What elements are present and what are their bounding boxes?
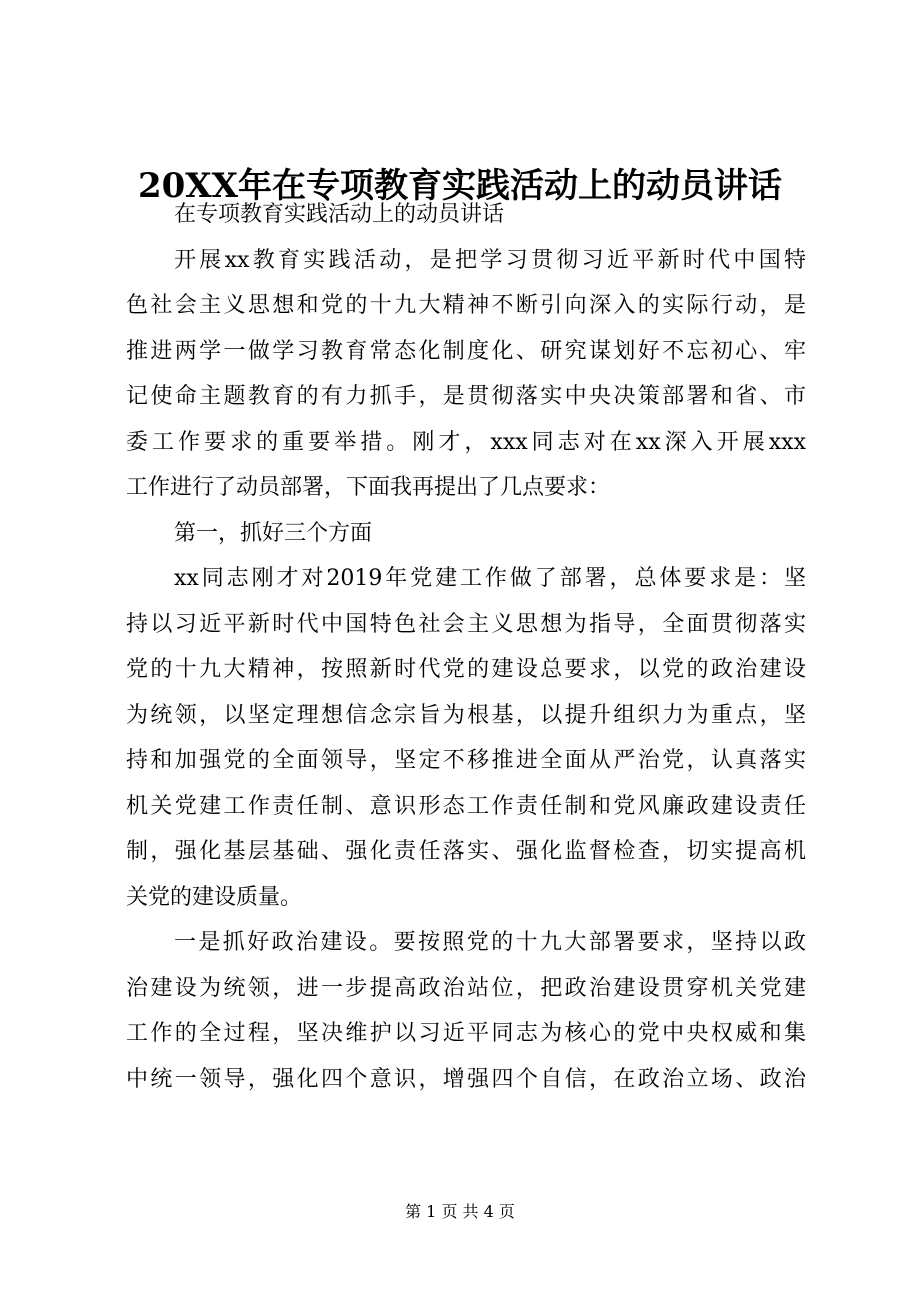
text-line: 色社会主义思想和党的十九大精神不断引向深入的实际行动，是: [126, 293, 806, 318]
text-line: 工作的全过程，坚决维护以习近平同志为核心的党中央权威和集: [126, 1021, 806, 1046]
text-line: 机关党建工作责任制、意识形态工作责任制和党风廉政建设责任: [126, 793, 806, 819]
text-line: 记使命主题教育的有力抓手，是贯彻落实中央决策部署和省、市: [126, 384, 806, 409]
text-line: 关党的建设质量。: [126, 884, 303, 910]
text-line: 持和加强党的全面领导，坚定不移推进全面从严治党，认真落实: [126, 748, 806, 773]
text-line: 党的十九大精神，按照新时代党的建设总要求，以党的政治建设: [126, 657, 806, 682]
text-line: 第一，抓好三个方面: [174, 520, 373, 546]
document-title: 20XX年在专项教育实践活动上的动员讲话: [137, 166, 783, 206]
text-line: 制，强化基层基础、强化责任落实、强化监督检查，切实提高机: [126, 839, 806, 864]
text-line: 工作进行了动员部署，下面我再提出了几点要求：: [126, 475, 611, 500]
text-line: 推进两学一做学习教育常态化制度化、研究谋划好不忘初心、牢: [126, 338, 806, 364]
text-line: 一是抓好政治建设。要按照党的十九大部署要求，坚持以政: [174, 930, 806, 955]
text-line: 委工作要求的重要举措。刚才，xxx同志对在xx深入开展xxx: [126, 429, 806, 455]
page-footer: 第 1 页 共 4 页: [405, 1202, 515, 1221]
text-line: 治建设为统领，进一步提高政治站位，把政治建设贯穿机关党建: [126, 975, 806, 1001]
text-line: 在专项教育实践活动上的动员讲话: [174, 202, 505, 227]
text-line: 中统一领导，强化四个意识，增强四个自信，在政治立场、政治: [126, 1066, 806, 1092]
text-line: 为统领，以坚定理想信念宗旨为根基，以提升组织力为重点，坚: [126, 702, 806, 728]
text-line: 持以习近平新时代中国特色社会主义思想为指导，全面贯彻落实: [126, 611, 806, 637]
text-line: xx同志刚才对2019年党建工作做了部署，总体要求是：坚: [174, 566, 806, 591]
document-body: [126, 192, 806, 1102]
text-line: 开展xx教育实践活动，是把学习贯彻习近平新时代中国特: [174, 247, 806, 273]
